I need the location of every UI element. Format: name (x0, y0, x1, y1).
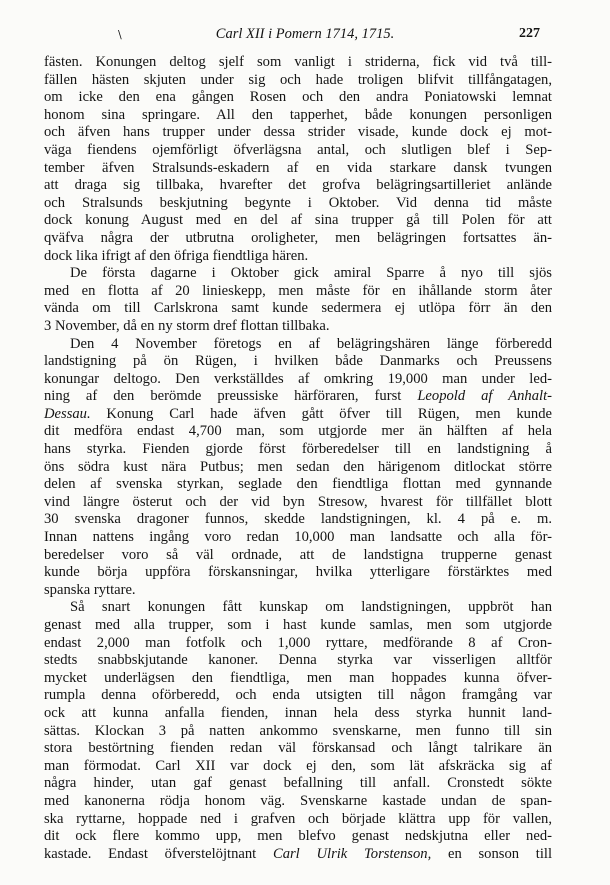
text-line: genast med alla trupper, som i hast kunde samlas, men som utgjorde (44, 617, 552, 633)
text-line: kastade. Endast öfverstelöjtnant Carl Ulrik Torstenson, en sonson till (44, 845, 552, 862)
text-line: honom sina springare. All den tapperhet, både konungen personligen (44, 106, 552, 123)
italic-name: Leopold af Anhalt- (417, 388, 552, 405)
text-line: och äfven hans trupper under dessa strider visade, kunde dock ej mot- (44, 124, 552, 141)
running-title: Carl XII i Pomern 1714, 1715. (215, 26, 395, 42)
text-line: att draga sig tillbaka, hvarefter det grofva belägringsartilleriet anlände (44, 177, 552, 194)
text-line: man förmodat. Carl XII var dock ej den, som lät afskräcka sig af (44, 757, 552, 774)
text-line: hans styrka. Fienden gjorde först förberedelser till en landstigning å (44, 441, 552, 458)
text-line: stedts snabbskjutande kanoner. Denna styrka var visserligen alltför (44, 652, 552, 669)
text-line: dock konung August med en del af sina trupper gå till Polen för att (44, 212, 552, 229)
text-line: Den 4 November företogs en af belägringshären länge förberedd (70, 335, 552, 352)
italic-name: Dessau. (44, 405, 91, 422)
text-line: med kanonerna rödja honom väg. Svenskarne kastade undan de span- (44, 792, 552, 809)
italic-name: Carl Ulrik Torstenson, (272, 845, 432, 862)
text-line: öns södra kust nära Putbus; men sedan den härigenom ditlockat större (44, 458, 552, 475)
text-line: väga fiendens ojemförligt öfverlägsna antal, och slutligen blef i Sep- (44, 141, 552, 158)
running-header (0, 26, 610, 44)
text-line: och Stralsunds beskjutning begynte i Oktober. Vid denna tid måste (44, 194, 552, 211)
text-line: beredelser voro så väl ordnade, att de landstigna trupperne genast (44, 546, 552, 563)
text-line: fällen hästen skjuten under sig och hade troligen blifvit tillfångatagen, (44, 71, 552, 88)
text-line: fästen. Konungen deltog sjelf som vanligt i striderna, fick vid två till- (44, 54, 552, 70)
text-line: ning af den berömde preussiske härföraren, furst Leopold af Anhalt- (44, 388, 552, 405)
text-line: vind längre österut och der vid byn Stresow, hvarest för tillfället blott (44, 493, 552, 510)
text-line: endast 2,000 man fotfolk och 1,000 ryttare, medförande 8 af Cron- (44, 634, 552, 651)
printer-mark: \ (118, 28, 122, 41)
body-text (44, 54, 552, 863)
text-line: några hinder, utan gaf genast befallning till anfall. Cronstedt sökte (44, 775, 552, 792)
text-line: rumpla denna oförberedd, och enda utsigten till någon framgång var (44, 687, 552, 704)
text-line: delen af svenska styrkan, seglade den fiendtliga flottan med gynnande (44, 476, 552, 493)
text-line: dit medföra endast 4,700 man, som utgjorde mer än hälften af hela (44, 423, 552, 440)
text-line: med en flotta af 20 linieskepp, men måste för en ihållande storm åter (44, 282, 552, 299)
text-line: landstigning på ön Rügen, i hvilken både Danmarks och Preussens (44, 353, 552, 370)
text-line: Dessau. Konung Carl hade äfven gått öfver till Rügen, men kunde (44, 405, 552, 422)
text-line: kunde börja uppföra förskansningar, hvilka ytterligare förstärktes med (44, 564, 552, 581)
text-line: sättas. Klockan 3 på natten ankommo svenskarne, men funno till sin (44, 722, 552, 739)
text-line: om icke den ena gången Rosen och den andra Poniatowski lemnat (44, 89, 552, 106)
text-line: ska ryttarne, hoppade ned i grafven och började klättra upp för vallen, (44, 810, 552, 827)
text-line: dock lika ifrigt af den öfriga fiendtliga hären. (44, 247, 309, 264)
text-line: konungar deltogo. Den verkställdes af omkring 19,000 man under led- (44, 370, 552, 387)
text-line: vända om till Carlskrona samt kunde sedermera ej utlöpa förr än den (44, 300, 552, 317)
page-number: 227 (519, 26, 540, 41)
text-line: tember äfven Stralsunds-eskadern af en vida starkare dansk tvungen (44, 159, 552, 176)
text-line: spanska ryttare. (44, 581, 136, 598)
text-line: De första dagarne i Oktober gick amiral Sparre å nyo till sjös (70, 265, 552, 282)
text-line: 3 November, då en ny storm dref flottan tillbaka. (44, 317, 330, 334)
text-line: qväfva några der utbrutna oroligheter, men belägringen fortsattes än- (44, 229, 552, 246)
text-line: ock att kunna anfalla fienden, innan hela dess styrka hunnit land- (44, 704, 552, 721)
text-line: Så snart konungen fått kunskap om landstigningen, uppbröt han (70, 599, 552, 616)
text-line: 30 svenska dragoner funnos, skedde landstigningen, kl. 4 på e. m. (44, 511, 552, 528)
text-line: Innan nattens ingång voro redan 10,000 man landsatte och alla för- (44, 529, 552, 546)
text-line: dit ock flere kommo upp, men blefvo genast nedskjutna eller ned- (44, 828, 552, 845)
text-line: mycket underlägsen den fiendtliga, men man hoppades kunna öfver- (44, 669, 552, 686)
text-line: stora bestörtning fienden redan väl förskansad och långt talrikare än (44, 740, 552, 757)
